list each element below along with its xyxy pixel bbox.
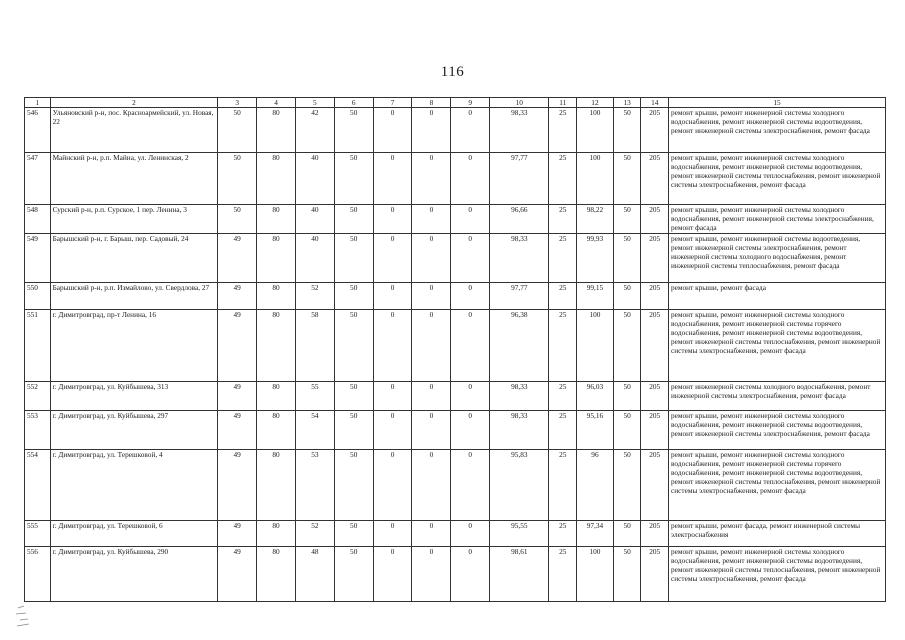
table-cell: 50 [334,234,373,283]
row-number: 548 [25,205,51,234]
header-row [25,98,886,108]
table-cell: 50 [613,205,641,234]
table-cell: 205 [641,310,669,382]
table-cell: 49 [218,310,257,382]
table-cell: 205 [641,411,669,450]
table-cell: 0 [412,411,451,450]
table-cell: 205 [641,108,669,153]
table-cell: 80 [257,450,296,521]
table-cell: 49 [218,521,257,547]
column-header: 5 [295,98,334,108]
row-number: 549 [25,234,51,283]
column-header: 2 [50,98,218,108]
row-number: 555 [25,521,51,547]
table-cell: 50 [613,411,641,450]
table-cell: 42 [295,108,334,153]
table-cell: 25 [549,310,577,382]
table-cell: 0 [412,310,451,382]
table-row [25,108,886,153]
table-cell: 97,77 [490,283,549,310]
address-cell: Барышский р-н, г. Барыш, пер. Садовый, 24 [50,234,218,283]
row-number: 547 [25,153,51,205]
table-row [25,310,886,382]
table-cell: 0 [373,234,412,283]
table-cell: 98,33 [490,234,549,283]
table-cell: 49 [218,411,257,450]
table-cell: 58 [295,310,334,382]
column-header: 1 [25,98,51,108]
table-cell: 25 [549,521,577,547]
table-cell: 0 [412,382,451,411]
works-cell: ремонт крыши, ремонт инженерной системы водоотведения, ремонт инженерной системы электроснабжения, ремонт инженерной системы холодного водоснабжения, ремонт инженерной системы теплоснабжения, ремонт фасада [669,234,886,283]
column-header: 10 [490,98,549,108]
table-cell: 50 [613,521,641,547]
column-header: 14 [641,98,669,108]
table-cell: 0 [412,234,451,283]
table-cell: 80 [257,234,296,283]
table-cell: 49 [218,283,257,310]
table-cell: 98,33 [490,382,549,411]
table-cell: 205 [641,234,669,283]
table-cell: 25 [549,108,577,153]
table-cell: 40 [295,205,334,234]
table-cell: 0 [451,450,490,521]
table-cell: 97,77 [490,153,549,205]
table-cell: 0 [412,153,451,205]
page-number: 116 [440,64,465,80]
address-cell: Сурский р-н, р.п. Сурское, 1 пер. Ленина, 3 [50,205,218,234]
table-cell: 96,38 [490,310,549,382]
row-number: 552 [25,382,51,411]
table-cell: 0 [451,521,490,547]
table-cell: 205 [641,205,669,234]
column-header: 13 [613,98,641,108]
table-row [25,382,886,411]
address-cell: Ульяновский р-н, пос. Красноармейский, ул. Новая, 22 [50,108,218,153]
table-cell: 50 [613,310,641,382]
table-cell: 0 [373,310,412,382]
table-cell: 50 [334,108,373,153]
table-cell: 205 [641,450,669,521]
table-cell: 25 [549,205,577,234]
table-cell: 49 [218,382,257,411]
table-cell: 52 [295,283,334,310]
table-row [25,234,886,283]
table-cell: 0 [373,450,412,521]
column-header: 12 [577,98,614,108]
table-cell: 0 [451,411,490,450]
table-cell: 80 [257,153,296,205]
table-cell: 80 [257,382,296,411]
address-cell: Барышский р-н, р.п. Измайлово, ул. Свердлова, 27 [50,283,218,310]
table-cell: 50 [613,382,641,411]
table-cell: 100 [577,310,614,382]
table-cell: 25 [549,234,577,283]
table-cell: 0 [412,205,451,234]
column-header: 15 [669,98,886,108]
table-cell: 80 [257,205,296,234]
table-cell: 40 [295,234,334,283]
table-cell: 0 [373,153,412,205]
table-cell: 50 [218,153,257,205]
column-header: 3 [218,98,257,108]
table-cell: 0 [412,450,451,521]
works-cell: ремонт крыши, ремонт фасада, ремонт инженерной системы электроснабжения [669,521,886,547]
table-cell: 80 [257,547,296,602]
table-cell: 0 [451,234,490,283]
table-cell: 0 [451,205,490,234]
works-cell: ремонт крыши, ремонт инженерной системы холодного водоснабжения, ремонт инженерной системы водоотведения, ремонт инженерной системы электроснабжения, ремонт фасада [669,411,886,450]
table-cell: 0 [412,283,451,310]
table-cell: 205 [641,521,669,547]
address-cell: г. Димитровград, ул. Куйбышева, 313 [50,382,218,411]
works-cell: ремонт инженерной системы холодного водоснабжения, ремонт инженерной системы электроснабжения, ремонт фасада [669,382,886,411]
table-cell: 96,03 [577,382,614,411]
table-cell: 0 [373,108,412,153]
table-cell: 95,83 [490,450,549,521]
row-number: 556 [25,547,51,602]
table-cell: 25 [549,153,577,205]
works-cell: ремонт крыши, ремонт инженерной системы холодного водоснабжения, ремонт инженерной системы водоотведения, ремонт инженерной системы электроснабжения, ремонт фасада [669,108,886,153]
address-cell: г. Димитровград, ул. Куйбышева, 290 [50,547,218,602]
table-cell: 0 [373,205,412,234]
column-header: 9 [451,98,490,108]
table-cell: 50 [334,521,373,547]
table-cell: 25 [549,547,577,602]
works-cell: ремонт крыши, ремонт инженерной системы холодного водоснабжения, ремонт инженерной системы горячего водоснабжения, ремонт инженерной системы водоотведения, ремонт инженерной системы теплоснабжения, ремонт инженерной системы электроснабжения, ремонт фасада [669,310,886,382]
table-cell: 0 [373,382,412,411]
address-cell: г. Димитровград, ул. Терешковой, 4 [50,450,218,521]
table-cell: 50 [334,153,373,205]
table-cell: 80 [257,411,296,450]
table-cell: 50 [613,547,641,602]
table-cell: 50 [218,108,257,153]
works-cell: ремонт крыши, ремонт инженерной системы холодного водоснабжения, ремонт инженерной системы водоотведения, ремонт инженерной системы теплоснабжения, ремонт инженерной системы электроснабжения, ремонт фасада [669,153,886,205]
table-cell: 96,66 [490,205,549,234]
table-cell: 50 [334,411,373,450]
address-cell: г. Димитровград, ул. Терешковой, 6 [50,521,218,547]
table-cell: 53 [295,450,334,521]
table-cell: 55 [295,382,334,411]
table-row [25,450,886,521]
row-number: 553 [25,411,51,450]
table-cell: 40 [295,153,334,205]
table-cell: 0 [451,283,490,310]
table-cell: 100 [577,153,614,205]
table-cell: 50 [334,450,373,521]
table-cell: 80 [257,310,296,382]
table-cell: 0 [451,108,490,153]
table-cell: 50 [334,205,373,234]
registry-table [24,97,886,602]
row-number: 554 [25,450,51,521]
row-number: 551 [25,310,51,382]
table-cell: 49 [218,547,257,602]
address-cell: г. Димитровград, пр-т Ленина, 16 [50,310,218,382]
table-cell: 48 [295,547,334,602]
table-cell: 100 [577,108,614,153]
table-cell: 205 [641,153,669,205]
column-header: 4 [257,98,296,108]
table-cell: 0 [451,382,490,411]
table-cell: 0 [412,547,451,602]
table-cell: 50 [218,205,257,234]
row-number: 546 [25,108,51,153]
table-cell: 50 [613,153,641,205]
row-number: 550 [25,283,51,310]
table-cell: 25 [549,411,577,450]
address-cell: Майнский р-н, р.п. Майна, ул. Ленинская, 2 [50,153,218,205]
table-row [25,521,886,547]
address-cell: г. Димитровград, ул. Куйбышева, 297 [50,411,218,450]
table-cell: 50 [613,450,641,521]
column-header: 7 [373,98,412,108]
table-cell: 49 [218,450,257,521]
table-row [25,205,886,234]
table-cell: 50 [613,234,641,283]
table-row [25,547,886,602]
table-cell: 97,34 [577,521,614,547]
table-cell: 96 [577,450,614,521]
table-cell: 50 [334,547,373,602]
table-cell: 25 [549,450,577,521]
table-cell: 95,55 [490,521,549,547]
table-cell: 98,22 [577,205,614,234]
column-header: 6 [334,98,373,108]
table-cell: 0 [373,411,412,450]
table-cell: 50 [613,283,641,310]
table-cell: 205 [641,382,669,411]
scan-artifact [14,600,54,630]
table-row [25,153,886,205]
table-cell: 25 [549,382,577,411]
table-cell: 0 [373,283,412,310]
table-cell: 205 [641,547,669,602]
table-cell: 0 [451,310,490,382]
table-cell: 99,93 [577,234,614,283]
table-cell: 205 [641,283,669,310]
table-cell: 80 [257,108,296,153]
works-cell: ремонт крыши, ремонт инженерной системы холодного водоснабжения, ремонт инженерной системы водоотведения, ремонт инженерной системы теплоснабжения, ремонт инженерной системы электроснабжения, ремонт фасада [669,547,886,602]
table-cell: 0 [451,153,490,205]
column-header: 8 [412,98,451,108]
table-cell: 25 [549,283,577,310]
works-cell: ремонт крыши, ремонт инженерной системы холодного водоснабжения, ремонт инженерной системы горячего водоснабжения, ремонт инженерной системы водоотведения, ремонт инженерной системы теплоснабжения, ремонт инженерной системы электроснабжения, ремонт фасада [669,450,886,521]
table-cell: 50 [334,310,373,382]
table-cell: 98,33 [490,411,549,450]
table-cell: 0 [373,521,412,547]
table-cell: 50 [334,283,373,310]
works-cell: ремонт крыши, ремонт инженерной системы холодного водоснабжения, ремонт инженерной системы электроснабжения, ремонт фасада [669,205,886,234]
table-cell: 54 [295,411,334,450]
table-cell: 52 [295,521,334,547]
table-cell: 50 [334,382,373,411]
table-row [25,411,886,450]
works-cell: ремонт крыши, ремонт фасада [669,283,886,310]
table-cell: 98,61 [490,547,549,602]
table-cell: 0 [451,547,490,602]
table-cell: 99,15 [577,283,614,310]
table-cell: 49 [218,234,257,283]
table-cell: 80 [257,521,296,547]
column-header: 11 [549,98,577,108]
table-row [25,283,886,310]
table-cell: 98,33 [490,108,549,153]
table-cell: 0 [373,547,412,602]
table-cell: 80 [257,283,296,310]
table-cell: 50 [613,108,641,153]
table-cell: 95,16 [577,411,614,450]
table-cell: 100 [577,547,614,602]
table-cell: 0 [412,521,451,547]
table-cell: 0 [412,108,451,153]
